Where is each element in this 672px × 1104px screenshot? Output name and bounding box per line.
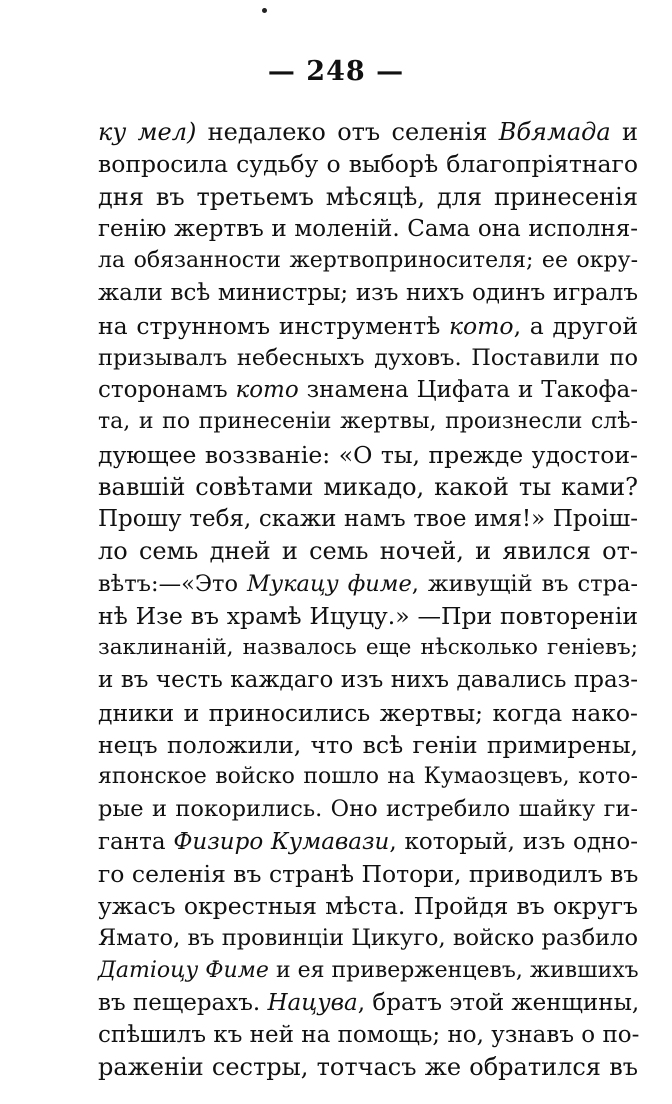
text-segment: , братъ этой женщины, [357, 989, 640, 1016]
text-segment: рые и покорились. Оно истребило шайку ги- [98, 796, 638, 823]
text-segment: и ея приверженцевъ, жившихъ [268, 957, 639, 983]
text-segment: , живущій въ стра- [411, 570, 638, 597]
text-segment: дня въ третьемъ мѣсяцѣ, для принесенія [98, 182, 638, 211]
text-line [98, 890, 638, 922]
text-segment: вѣтъ:—«Это [98, 570, 248, 597]
text-line [98, 148, 638, 180]
text-line [98, 471, 638, 503]
text-line [98, 729, 638, 761]
text-segment: , который, изъ одно- [389, 828, 639, 855]
text-segment: та, и по принесеніи жертвы, произнесли слѣ- [98, 409, 638, 435]
text-segment: жали всѣ министры; изъ нихъ одинъ игралъ [98, 280, 638, 307]
text-line [98, 568, 638, 600]
text-line [98, 922, 638, 954]
italic-text-segment: кото [235, 377, 299, 403]
text-segment: нѣ Изе въ храмѣ Ицуцу.» —При повтореніи [98, 601, 638, 630]
text-line [98, 1051, 638, 1083]
text-segment: ла обязанности жертвоприносителя; ее окру- [98, 248, 638, 273]
text-segment: недалеко отъ селенія [196, 118, 499, 146]
text-segment: , а другой [513, 311, 638, 340]
text-line [98, 310, 638, 342]
text-segment: дующее воззваніе: «О ты, прежде удостои- [98, 440, 638, 469]
text-segment: вопросила судьбу о выборѣ благопріятнаго [98, 150, 638, 179]
text-segment: японское войско пошло на Кумаозцевъ, кото- [98, 764, 638, 789]
text-line [98, 697, 638, 729]
text-line [98, 503, 638, 535]
ink-speck [262, 8, 267, 13]
text-line [98, 600, 638, 632]
text-segment: вавшій совѣтами микадо, какой ты ками? [98, 472, 638, 501]
text-segment: Прошу тебя, скажи намъ твое имя!» Проіш- [98, 506, 638, 532]
text-segment: заклинаній, назвалось еще нѣсколько геніевъ; [98, 635, 638, 660]
italic-text-segment: Физиро Кумавази [173, 828, 390, 855]
text-line [98, 374, 638, 406]
text-line [98, 535, 638, 567]
text-segment: дники и приносились жертвы; когда нако- [98, 698, 638, 727]
text-line [98, 277, 638, 309]
text-line [98, 793, 638, 825]
text-segment: го селенія въ странѣ Потори, приводилъ въ [98, 859, 639, 888]
text-segment: нецъ положили, что всѣ геніи примирены, [98, 730, 638, 759]
text-segment: спѣшилъ къ ней на помощь; но, узнавъ о по- [98, 1022, 640, 1048]
text-line [98, 955, 638, 987]
text-segment: сторонамъ [98, 377, 236, 403]
text-line [98, 761, 638, 793]
italic-text-segment: Датіоцу Фиме [98, 957, 269, 983]
italic-text-segment: ку мел) [98, 118, 197, 146]
text-line [98, 245, 638, 277]
text-line [98, 116, 638, 148]
text-segment: ло семь дней и семь ночей, и явился от- [98, 537, 638, 566]
text-line [98, 987, 638, 1019]
body-text [98, 116, 638, 1084]
text-segment: и [610, 118, 638, 146]
text-line [98, 342, 638, 374]
text-segment: и въ честь каждаго изъ нихъ давались праз- [98, 667, 638, 694]
text-segment: ужасъ окрестныя мѣста. Пройдя въ округъ [98, 892, 638, 920]
text-line [98, 632, 638, 664]
text-segment: знамена Цифата и Такофа- [298, 377, 638, 403]
text-line [98, 1019, 638, 1051]
italic-text-segment: Вбямада [498, 118, 611, 146]
italic-text-segment: Мукацу фиме [247, 570, 412, 597]
text-line [98, 664, 638, 696]
text-line [98, 181, 638, 213]
text-segment: генію жертвъ и моленій. Сама она исполня- [98, 215, 638, 242]
text-segment: Ямато, въ провинціи Цикуго, войско разбило [98, 925, 638, 952]
italic-text-segment: кото [448, 311, 514, 340]
page-number: — 248 — [267, 56, 405, 87]
text-line [98, 858, 638, 890]
text-line [98, 439, 638, 471]
text-segment: на струнномъ инструментѣ [98, 311, 449, 340]
italic-text-segment: Нацува [267, 989, 358, 1016]
text-line [98, 406, 638, 438]
text-segment: раженіи сестры, тотчасъ же обратился въ [98, 1053, 638, 1082]
text-segment: ганта [98, 828, 174, 855]
text-line [98, 213, 638, 245]
text-line [98, 826, 638, 858]
text-segment: въ пещерахъ. [98, 989, 268, 1016]
text-segment: призывалъ небесныхъ духовъ. Поставили по [98, 344, 638, 371]
